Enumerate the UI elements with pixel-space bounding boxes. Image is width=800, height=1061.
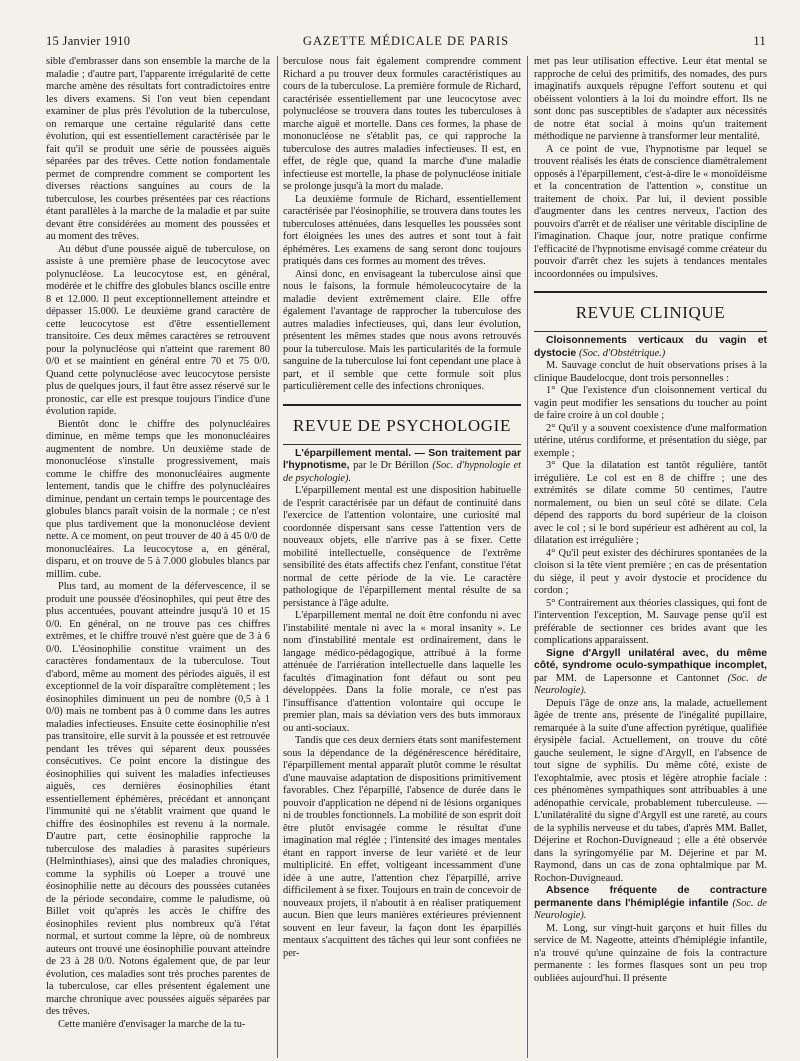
article-title <box>283 448 521 486</box>
paragraph: Au début d'une poussée aiguë de tuberculose, on assiste à une première phase de leucocytose avec polynucléose. La leucocytose est, en général, modérée et le chiffre des globules blancs oscille entre 8 et 12.000. Il peut exceptionnellement atteindre et dépasser 15.000. Le deuxième grand caractère de cette leucocytose est d'être essentiellement transitoire. Ces deux mêmes caractères se retrouvent pour la polynucléose qui n'atteint que rarement 80 0/0 et se maintient en général entre 70 et 75 0/0. Quand cette polynucléose avec leucocytose persiste plus de quelques jours, il faut être assez réservé sur le pronostic, car elle est presque toujours l'indice d'une évolution rapide. <box>46 243 270 417</box>
article-title-text: Absence fréquente de contracture permanente dans l'hémiplégie infantile <box>534 885 767 909</box>
paragraph: M. Sauvage conclut de huit observations prises à la clinique Baudelocque, dont trois personnelles : <box>534 360 767 384</box>
paragraph: Cette manière d'envisager la marche de la tu- <box>58 1018 246 1030</box>
paragraph: Ainsi donc, en envisageant la tuberculose ainsi que nous le faisons, la formule hémoleucocytaire de la maladie devient extrêmement claire. Elle offre également l'avantage de rapprocher la tuberculose des autres maladies infectieuses, qui, dans leur évolution, présentent les mêmes stades que nous avons retrouvés pour la tuberculose. Mais les particularités de la formule sanguine de la tuberculose lui font cependant une place à part, et il semble que cette formule soit plus particulièrement celle des infections chroniques. <box>283 268 521 392</box>
list-item: 1° Que l'existence d'un cloisonnement vertical du vagin peut modifier les sensations du toucher au point de faire croire à un col double ; <box>534 385 767 421</box>
list-item: 4° Qu'il peut exister des déchirures spontanées de la cloison si la tête vient première ; en cas de présentation du siège, il peut y avoir dystocie et procidence du cordon ; <box>534 547 767 596</box>
list-item: 3° Que la dilatation est tantôt régulière, tantôt irrégulière. Le col est en 8 de chiffre ; une des extrémités se dilate comme 50 centimes, l'autre normalement, ou bien un seul côté se dilate. Cela dépend des rapports du bord supérieur de la cloison avec le col ; si le bord supérieur est adhérent au col, la dilatation est irrégulière ; <box>534 460 767 546</box>
article-source: (Soc. d'hypnologie et de psychologie). <box>283 460 521 484</box>
running-head <box>46 34 766 50</box>
paragraph: A ce point de vue, l'hypnotisme par lequel se trouvent réalisés les états de conscience diamétralement opposés à l'éparpillement, c'est-à-dire le « monoïdéisme et la concentration de l'attention », constitue un traitement de choix. Par lui, il devient possible d'augmenter dans les centres nerveux, l'action des pouvoirs d'arrêt et de réaliser une véritable discipline de l'imagination. Chaque jour, notre pratique confirme l'efficacité de l'hypnotisme envisagé comme créateur du pouvoir d'arrêt chez les sujets à tendances mentales incoordonnées ou impulsives. <box>534 143 767 280</box>
article-byline: par le Dr Bérillon <box>353 460 429 471</box>
paragraph: L'éparpillement mental est une disposition habituelle de l'esprit caractérisée par un défaut de continuité dans l'exercice de l'attention volontaire, une curiosité mal coordonnée dispersant sans cesse l'attention vers de nouveaux objets, elle n'arrive pas à se fixer. Cette mobilité intellectuelle, conséquence de l'extrême sensibilité des états affectifs chez l'enfant, constitue l'état normal de cette période de la vie. Le caractère pathologique de l'éparpillement mental résulte de sa persistance à l'âge adulte. <box>283 485 521 609</box>
column-rule-right <box>527 56 528 1058</box>
list-item: 5° Contrairement aux théories classiques, qui font de l'intervention l'exception, M. Sauvage pense qu'il est préférable de sectionner ces brides avant que les complications apparaissent. <box>534 597 767 646</box>
section-divider <box>534 331 767 332</box>
section-heading-clinique: REVUE CLINIQUE <box>575 303 726 322</box>
article-source: (Soc. d'Obstétrique.) <box>579 347 666 359</box>
paragraph: Bientôt donc le chiffre des polynucléaires diminue, en même temps que les mononucléaires augmentent de nombre. Un deuxième stade de mononucléose s'installe progressivement, mais comme le chiffre des mononucléaires augmente lentement, tandis que le chiffre des polynucléaires diminue, pendant un certain temps le pourcentage des globules blancs paraît voisin de la normale ; ce n'est que plus tardivement que la mononucléose devient nette. A ce moment, on peut trouver de 40 à 45 0/0 de mononucléaires. La leucocytose a, en général, disparu, et on trouve de 5 à 7.000 globules blancs par millim. cube. <box>46 418 270 580</box>
section-heading-psychologie: REVUE DE PSYCHOLOGIE <box>293 415 511 435</box>
column-rule-left <box>277 56 278 1058</box>
issue-date: 15 Janvier 1910 <box>46 34 131 48</box>
paragraph: Depuis l'âge de onze ans, la malade, actuellement âgée de trente ans, présente de l'inégalité pupillaire, remarquée à la suite d'une affection pyrétique, qualifiée érysipèle facial. Actuellement, on trouve du côté gauche seulement, le signe d'Argyll, en l'absence de tout signe de syphilis. Du même côté, existe de l'exophtalmie, avec ptosis et légère atrophie faciale : ces phénomènes sympathiques sont attribuables à une adénopathie cervicale, probablement tuberculeuse. — L'unilatéralité du signe d'Argyll est une rareté, au cours de la syphilis nerveuse et du tabes, d'après MM. Ballet, Déjerine et Rochon-Duvigneaud ; elle a été observée dans la syringomyélie par M. Déjerine et par M. Raymond, dans un cas de zona ophtalmique par M. Rochon-Duvigneaud. <box>534 697 767 884</box>
article-title-text: L'éparpillement mental. — Son traitement par l'hypnotisme, <box>283 447 521 471</box>
paragraph: M. Long, sur vingt-huit garçons et huit filles du service de M. Nageotte, atteints d'hémiplégie infantile, n'a trouvé qu'une quinzaine de fois la contracture permanente : les formes flasques sont un peu trop oubliées aujourd'hui. Il présente <box>534 922 767 984</box>
column-3 <box>534 56 767 1058</box>
section-divider <box>534 291 767 293</box>
page-number: 11 <box>753 34 766 48</box>
paragraph: Tandis que ces deux derniers états sont manifestement sous la dépendance de la dégénérescence héréditaire, l'éparpillement mental apparaît plutôt comme le résultat d'une mauvaise adaptation de dispositions primitivement favorables. Chez l'éparpillé, l'absence de durée dans le pouvoir d'application ne dépend ni de lésions organiques ni de troubles fonctionnels. La mobilité de son esprit doit être plutôt envisagée comme le résultat d'une imagination mal réglée ; l'intensité des images mentales étant en rapport inverse de leur variété et de leur multiplicité. En effet, voltigeant incessamment d'une idée à une autre, l'attention chez l'éparpillé, arrive difficilement à se fixer. Toujours en train de concevoir de nouveaux projets, il n'aboutit à en réaliser pratiquement aucun. Bien que leurs manières extérieures préviennent souvent en leur faveur, la façon dont les éparpillés mentaux s'acquittent des tâches qui leur sont confiées ne per- <box>283 735 521 959</box>
article-title <box>534 885 767 923</box>
article-byline: par MM. de Lapersonne et Cantonnet <box>534 672 719 684</box>
paragraph: Plus tard, au moment de la défervescence, il se produit une poussée d'éosinophiles, qui peut être des plus accentuées, pouvant atteindre jusqu'à 10 et 15 0/0. En général, on ne trouve pas ces chiffres extrêmes, et le chiffre trouvé n'est guère que de 3 à 6 0/0. L'éosinophilie constitue vraiment un des caractères fondamentaux de la tuberculose. Tout d'abord, même au moment des périodes aiguës, il est exceptionnel de la voir disparaître complètement ; les éosinophiles diminuent un peu de nombre (0,5 à 1 0/0) mais ne tombent pas à 0 comme dans les autres maladies infectieuses. Ensuite cette éosinophilie n'est pas transitoire, elle survit à la poussée et est retrouvée pendant les trêves qui séparent deux poussées consécutives. Ce point encore la distingue des éosinophilies qui suivent les maladies infectieuses aiguës, ces dernières éosinophilies étant essentiellement éphémères, précédant et annonçant l'immunité qui ne s'établit vraiment que quand le chiffre des éosinophiles est revenu à la normale. D'autre part, cette éosinophilie rapproche la tuberculose des maladies à parasites supérieurs (Helminthiases), ainsi que des maladies chroniques, comme la syphilis où Loeper a trouvé une éosinophilie nette au décours des poussées cutanées de la période secondaire, comme le paludisme, où Billet voit qu'après les accès le chiffre des éosinophiles revient plus nombreux qu'à l'état normal, et surtout comme la lèpre, où de nombreux auteurs ont trouvé une éosinophilie pouvant atteindre de 23 à 28 0/0. Notons également que, de par leur évolution, ces maladies sont très proches parentes de la tuberculose, car elles présentent également une marche chronique avec poussées aiguës séparées par des trêves. <box>46 581 270 1017</box>
paragraph: berculose nous fait également comprendre comment Richard a pu trouver deux formules caractéristiques au cours de la tuberculose. La première formule de Richard, caractérisée essentiellement par une leucocytose avec polynucléose se trouvera dans toutes les tuberculoses à marche aiguë et mortelle. Dans ces formes, la phase de mononucléose ne s'établit pas, ce qui rapproche la tuberculose des autres maladies infectieuses. Il est, en effet, de règle que, quand la marche d'une maladie infectieuse est mortelle, la phase de polynucléose initiale se prolonge jusqu'à la mort du malade. <box>283 56 521 192</box>
article-source: (Soc. de Neurologie). <box>534 897 767 921</box>
article-title <box>534 335 767 360</box>
column-2 <box>283 56 521 1058</box>
column-1 <box>46 56 270 1058</box>
paragraph: La deuxième formule de Richard, essentiellement caractérisée par l'éosinophilie, se trouvera dans toutes les tuberculoses atténuées, dans lesquelles les poussées sont fort éloignées les unes des autres et sont tout à fait éphémères. Les examens de sang seront donc toujours pratiqués dans ces formes au moment des trêves. <box>283 193 521 267</box>
article-title <box>534 648 767 698</box>
article-title-text: Signe d'Argyll unilatéral avec, du même côté, syndrome oculo-sympathique incomplet, <box>534 647 767 671</box>
section-divider <box>283 404 521 406</box>
journal-title: GAZETTE MÉDICALE DE PARIS <box>302 34 510 48</box>
list-item: 2° Qu'il y a souvent coexistence d'une malformation utérine, utérus cordiforme, et présentation du siège, par exemple ; <box>534 422 767 459</box>
paragraph: L'éparpillement mental ne doit être confondu ni avec l'instabilité mentale ni avec la « moral insanity ». Le nom d'instabilité mentale est ordinairement, dans le langage médico-pédagogique, attribué à la forme atténuée de l'arriération intellectuelle dans laquelle les facultés d'imagination font défaut ou sont peu développées. Dans la folie morale, ce n'est pas l'insuffisance d'attention volontaire qui occupe le premier plan, mais sa déviation vers des buts immoraux ou anti-sociaux. <box>283 610 521 734</box>
article-source: (Soc. de Neurologie). <box>534 672 767 696</box>
paragraph: sible d'embrasser dans son ensemble la marche de la maladie ; d'autre part, l'apparente irrégularité de cette marche amène des résultats fort contradictoires entre les divers examens. Si l'on veut bien cependant examiner de plus près l'évolution de la tuberculose, on remarque une certaine régularité dans cette évolution, qui est essentiellement caractérisée par le fait qu'il se produit une série de poussées aiguës séparées par des trêves. Cette notion fondamentale permet de comprendre comment se comportent les diverses réactions sanguines au cours de la tuberculose, les courbes présentées par ces réactions étant parallèles à la marche de la maladie et par suite devant être considérées au moment des poussées et au moment des trêves. <box>46 56 270 242</box>
paragraph: met pas leur utilisation effective. Leur état mental se rapproche de celui des primitifs, des nomades, des purs imaginatifs auxquels répugne l'effort soutenu et qui obéissent volontiers à la loi du moindre effort. Ils ne sont donc pas susceptibles de s'adapter aux nécessités de notre état social à moins qu'un traitement méthodique ne parvienne à transformer leur mentalité. <box>534 56 767 142</box>
article-title-text: Cloisonnements verticaux du vagin et dystocie <box>534 335 767 359</box>
section-divider <box>283 444 521 445</box>
